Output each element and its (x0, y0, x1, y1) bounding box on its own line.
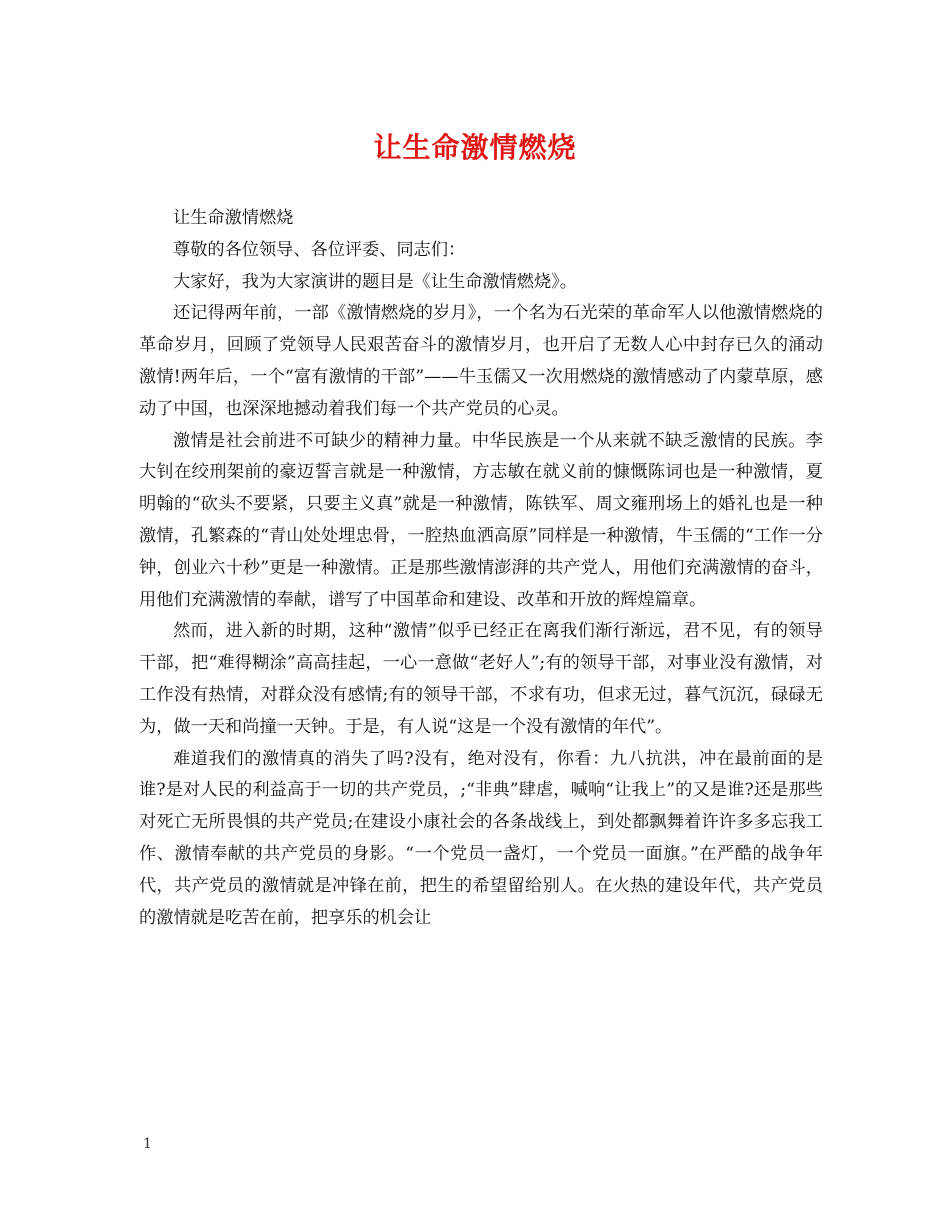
paragraph-subtitle: 让生命激情燃烧 (173, 208, 294, 228)
document-title: 让生命激情燃烧 (373, 131, 577, 164)
paragraph: 难道我们的激情真的消失了吗?没有，绝对没有，你看：九八抗洪，冲在最前面的是谁?是对人民的利益高于一切的共产党员，;“非典”肆虐，喊响“让我上”的又是谁?还是那些对死亡无所畏惧的共产党员;在建设小康社会的各条战线上，到处都飘舞着许许多多忘我工作、激情奉献的共产党员的身影。“一个党员一盏灯，一个党员一面旗。”在严酷的战争年代，共产党员的激情就是冲锋在前，把生的希望留给别人。在火热的建设年代，共产党员的激情就是吃苦在前，把享乐的机会让 (139, 748, 823, 928)
paragraph: 还记得两年前，一部《激情燃烧的岁月》，一个名为石光荣的革命军人以他激情燃烧的革命岁月，回顾了党领导人民艰苦奋斗的激情岁月，也开启了无数人心中封存已久的涌动激情!两年后，一个“富有激情的干部”——牛玉儒又一次用燃烧的激情感动了内蒙草原，感动了中国，也深深地撼动着我们每一个共产党员的心灵。 (139, 303, 823, 419)
paragraph-salutation: 尊敬的各位领导、各位评委、同志们： (173, 239, 466, 260)
paragraph-intro: 大家好，我为大家演讲的题目是《让生命激情燃烧》。 (173, 271, 577, 292)
document-body (139, 203, 823, 934)
paragraph: 然而，进入新的时期，这种“激情”似乎已经正在离我们渐行渐远，君不见，有的领导干部，把“难得糊涂”高高挂起，一心一意做“老好人”;有的领导干部，对事业没有激情，对工作没有热情，对群众没有感情;有的领导干部，不求有功，但求无过，暮气沉沉，碌碌无为，做一天和尚撞一天钟。于是，有人说“这是一个没有激情的年代”。 (139, 621, 823, 737)
paragraph: 激情是社会前进不可缺少的精神力量。中华民族是一个从来就不缺乏激情的民族。李大钊在绞刑架前的豪迈誓言就是一种激情，方志敏在就义前的慷慨陈词也是一种激情，夏明翰的“砍头不要紧，只要主义真”就是一种激情，陈铁军、周文雍刑场上的婚礼也是一种激情，孔繁森的“青山处处埋忠骨，一腔热血洒高原”同样是一种激情，牛玉儒的“工作一分钟，创业六十秒”更是一种激情。正是那些激情澎湃的共产党人，用他们充满激情的奋斗，用他们充满激情的奉献，谱写了中国革命和建设、改革和开放的辉煌篇章。 (139, 430, 823, 610)
page-number: 1 (143, 1136, 152, 1152)
